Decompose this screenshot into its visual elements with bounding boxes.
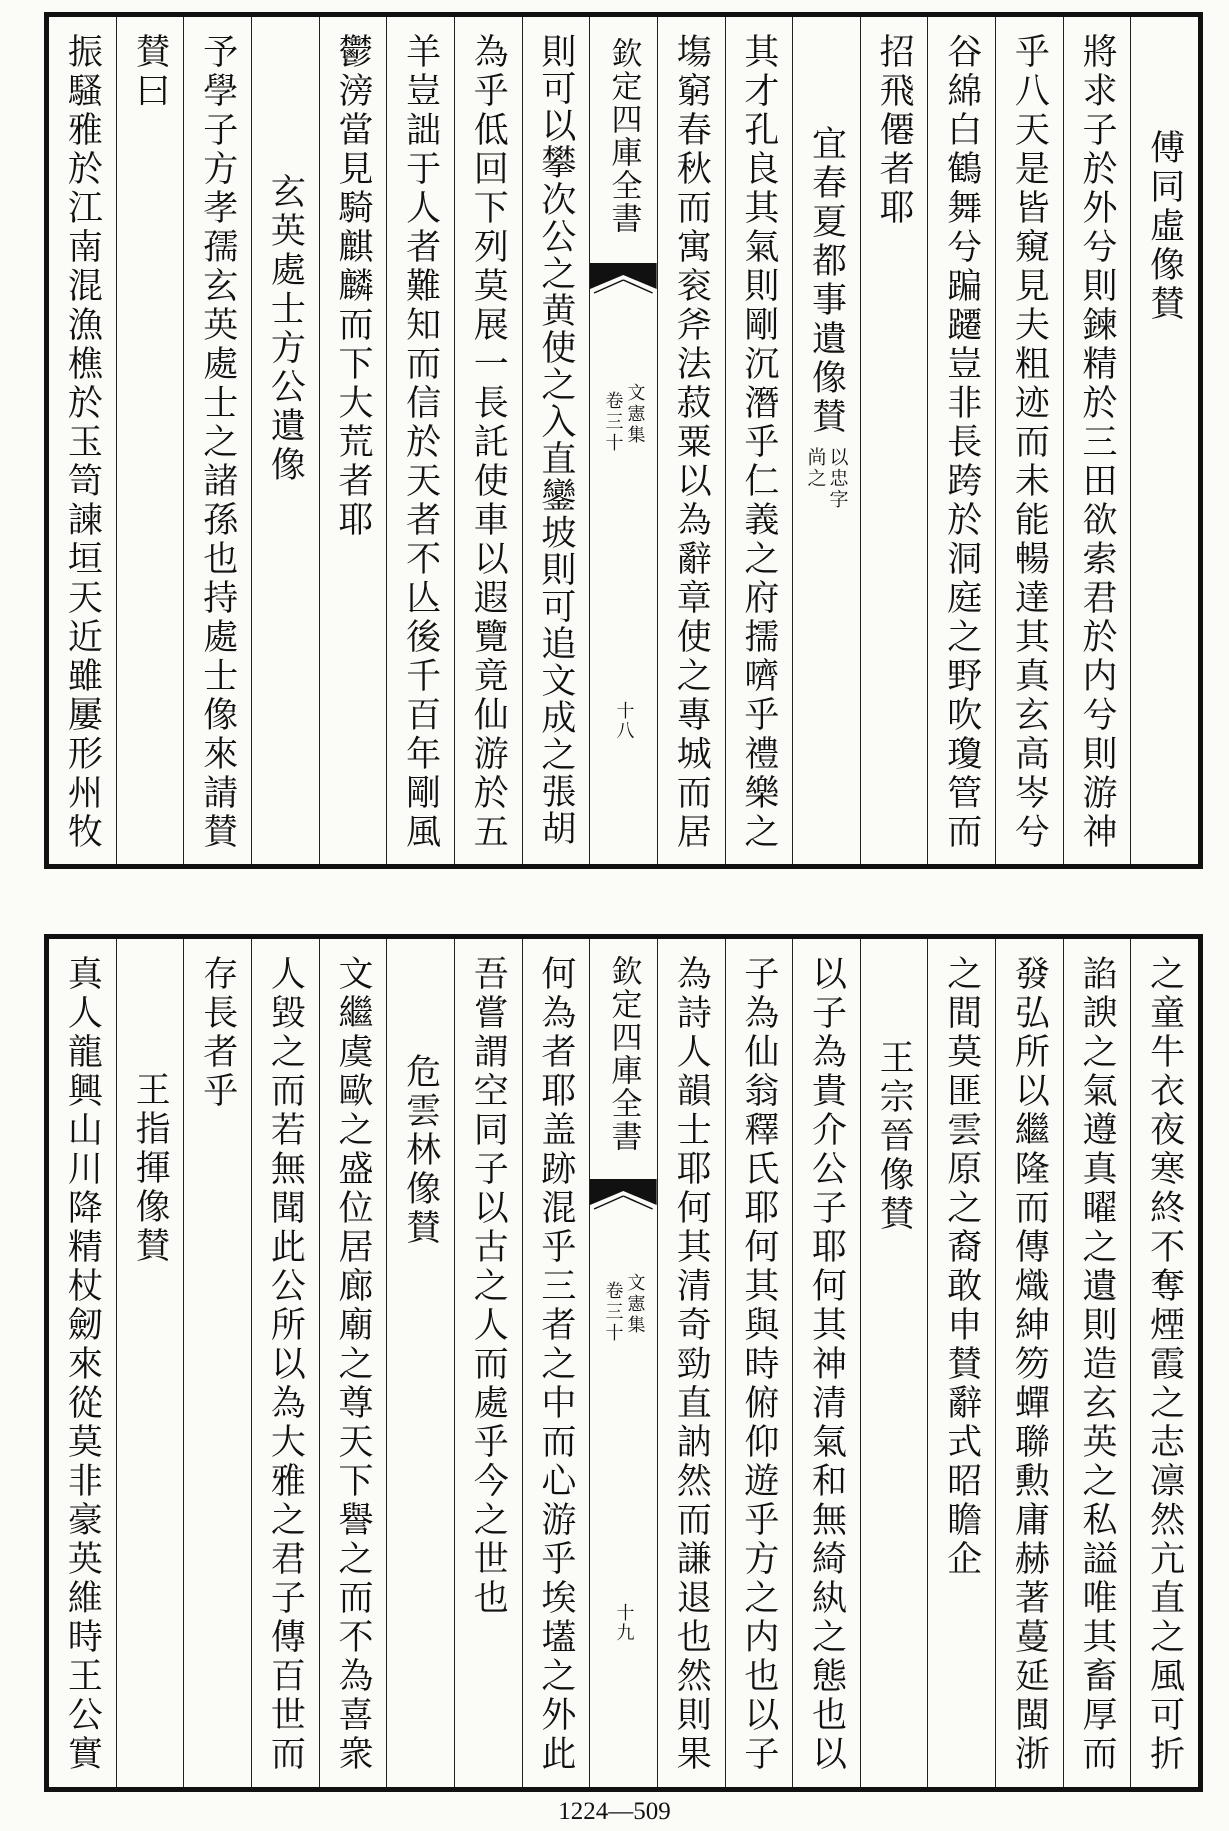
fish-tail-mark (590, 263, 657, 299)
text-line: 羊豈詘于人者難知而信於天者不亾後千百年剛風 (400, 33, 441, 852)
text-column (1063, 17, 1131, 864)
text-column (792, 939, 860, 1787)
title-column (860, 939, 928, 1787)
text-column (49, 17, 116, 864)
section-title: 宜春夏都事遺像賛 (806, 125, 847, 437)
text-line: 發弘所以繼隆而傳熾紳笏蟬聯勲庸赫著蔓延閩浙 (1009, 955, 1050, 1774)
text-column (860, 17, 928, 864)
text-column (1130, 939, 1198, 1787)
section-title: 王指揮像賛 (130, 1071, 171, 1266)
series-header: 欽定四庫全書 (605, 955, 642, 1153)
text-column (49, 939, 116, 1787)
text-column (725, 939, 793, 1787)
page-center-column (589, 17, 657, 864)
text-column (657, 939, 725, 1787)
text-column (454, 939, 522, 1787)
series-header: 欽定四庫全書 (605, 37, 642, 235)
text-column (183, 17, 251, 864)
title-note (804, 447, 848, 510)
text-column (522, 17, 590, 864)
book-title: 文憲集 (624, 383, 646, 446)
text-column (927, 939, 995, 1787)
text-column (319, 939, 387, 1787)
text-line: 文繼虞歐之盛位居廊廟之尊天下譽之而不為喜衆 (332, 955, 373, 1774)
title-note-left: 尚之 (804, 447, 827, 489)
title-column (386, 939, 454, 1787)
section-title: 危雲林像賛 (400, 1053, 441, 1248)
page-center-column (589, 939, 657, 1787)
text-line: 子為仙翁釋氏耶何其與時俯仰遊乎方之内也以子 (738, 955, 779, 1774)
text-column (386, 17, 454, 864)
text-line: 振騷雅於江南混漁樵於玉笥諫垣天近雖屢形州牧 (62, 33, 103, 852)
section-title: 玄英處士方公遺像 (265, 173, 306, 485)
book-title: 文憲集 (624, 1273, 646, 1336)
text-line: 何為者耶盖跡混乎三者之中而心游乎埃壒之外此 (535, 955, 576, 1774)
text-line: 吾嘗謂空同子以古之人而處乎今之世也 (468, 955, 509, 1618)
text-line: 賛曰 (130, 33, 171, 111)
text-line: 以子為貴介公子耶何其神清氣和無綺紈之態也以 (806, 955, 847, 1774)
text-line: 其才孔良其氣則剛沉潛乎仁義之府擩嚌乎禮樂之 (738, 33, 779, 852)
text-line: 將求子於外兮則鍊精於三田欲索君於内兮則游神 (1077, 33, 1118, 852)
text-line: 諂諛之氣遵真曜之遺則造玄英之私謚唯其畜厚而 (1077, 955, 1118, 1774)
text-column (995, 939, 1063, 1787)
text-line: 予學子方孝孺玄英處士之諸孫也持處士像來請賛 (197, 33, 238, 852)
text-column (995, 17, 1063, 864)
section-title: 傅同虛像賛 (1144, 129, 1185, 324)
page-bottom (44, 934, 1203, 1792)
title-column (792, 17, 860, 864)
text-line: 真人龍興山川降精杖劒來從莫非豪英維時王公實 (62, 955, 103, 1774)
title-column (251, 17, 319, 864)
text-line: 乎八天是皆窺見夫粗迹而未能暢達其真玄高岑兮 (1009, 33, 1050, 852)
text-line: 塲窮春秋而寓衮斧法菽粟以為辭章使之專城而居 (671, 33, 712, 852)
text-line: 存長者乎 (197, 955, 238, 1111)
text-line: 為詩人韻士耶何其清奇勁直訥然而謙退也然則果 (671, 955, 712, 1774)
text-column (183, 939, 251, 1787)
text-line: 谷綿白鶴舞兮蹁躚豈非長跨於洞庭之野吹瓊管而 (941, 33, 982, 852)
fish-tail-mark (590, 1179, 657, 1215)
text-line: 之童牛衣夜寒終不奪煙霞之志凛然亢直之風可折 (1144, 955, 1185, 1774)
text-column (454, 17, 522, 864)
volume-labels (602, 1273, 646, 1344)
text-column (251, 939, 319, 1787)
page-number: 十八 (613, 701, 635, 741)
text-column (319, 17, 387, 864)
section-title: 王宗晉像賛 (874, 1039, 915, 1234)
volume-labels (602, 383, 646, 454)
text-line: 鬱滂當見騎麒麟而下大荒者耶 (332, 33, 373, 540)
text-line: 之間莫匪雲原之裔敢申賛辭式昭瞻企 (941, 955, 982, 1579)
page-top (44, 12, 1203, 869)
text-column (1063, 939, 1131, 1787)
title-column (1130, 17, 1198, 864)
page-number: 十九 (613, 1603, 635, 1643)
text-line: 招飛僊者耶 (874, 33, 915, 228)
text-column (657, 17, 725, 864)
text-column (522, 939, 590, 1787)
volume-number: 卷三十 (602, 1281, 624, 1344)
text-column (725, 17, 793, 864)
title-note-right: 以忠字 (826, 447, 849, 510)
text-line: 則可以攀次公之黄使之入直鑾坡則可追文成之張胡 (535, 33, 576, 847)
volume-number: 卷三十 (602, 391, 624, 454)
text-line: 人毀之而若無聞此公所以為大雅之君子傳百世而 (265, 955, 306, 1774)
title-column (116, 939, 184, 1787)
text-column (116, 17, 184, 864)
text-line: 為乎低回下列莫展一長託使車以遐覽竟仙游於五 (468, 33, 509, 852)
text-column (927, 17, 995, 864)
page-code: 1224—509 (558, 1798, 671, 1825)
